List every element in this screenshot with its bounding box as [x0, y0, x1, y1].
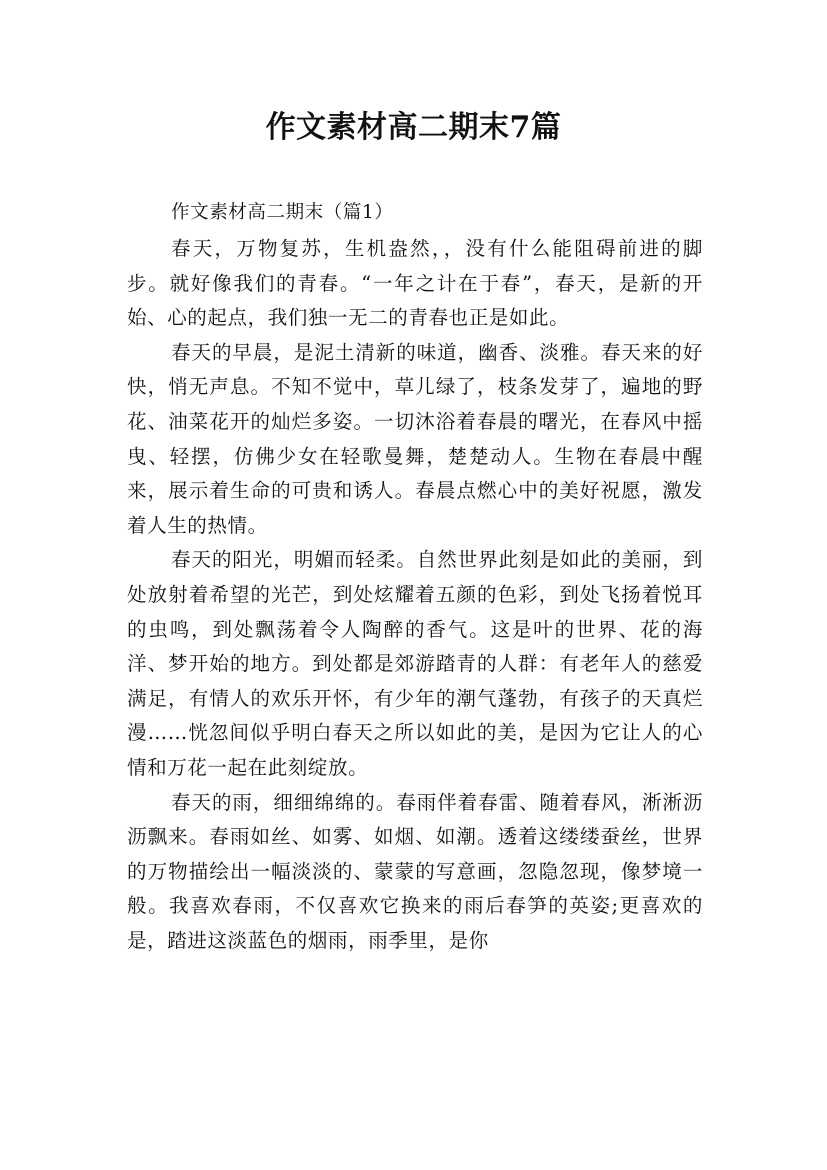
document-title: 作文素材高二期末7篇: [265, 110, 562, 145]
document-body: [127, 198, 703, 958]
paragraph-1: 春天，万物复苏，生机盎然，，没有什么能阻碍前进的脚步。就好像我们的青春。“一年之计在于春”，春天，是新的开始、心的起点，我们独一无二的青春也正是如此。: [127, 237, 703, 330]
paragraph-2: 春天的早晨，是泥土清新的味道，幽香、淡雅。春天来的好快，悄无声息。不知不觉中，草儿绿了，枝条发芽了，遍地的野花、油菜花开的灿烂多姿。一切沐浴着春晨的曙光，在春风中摇曳、轻摆，仿佛少女在轻歌曼舞，楚楚动人。生物在春晨中醒来，展示着生命的可贵和诱人。春晨点燃心中的美好祝愿，激发着人生的热情。: [127, 340, 703, 537]
section-heading: 作文素材高二期末（篇1）: [171, 202, 394, 223]
paragraph-4: 春天的雨，细细绵绵的。春雨伴着春雷、随着春风，淅淅沥沥飘来。春雨如丝、如雾、如烟、如潮。透着这缕缕蚕丝，世界的万物描绘出一幅淡淡的、蒙蒙的写意画，忽隐忽现，像梦境一般。我喜欢春雨，不仅喜欢它换来的雨后春笋的英姿;更喜欢的是，踏进这淡蓝色的烟雨，雨季里，是你: [127, 790, 703, 952]
paragraph-3: 春天的阳光，明媚而轻柔。自然世界此刻是如此的美丽，到处放射着希望的光芒，到处炫耀着五颜的色彩，到处飞扬着悦耳的虫鸣，到处飘荡着令人陶醉的香气。这是叶的世界、花的海洋、梦开始的地方。到处都是郊游踏青的人群：有老年人的慈爱满足，有情人的欢乐开怀，有少年的潮气蓬勃，有孩子的天真烂漫……恍忽间似乎明白春天之所以如此的美，是因为它让人的心情和万花一起在此刻绽放。: [127, 548, 703, 779]
